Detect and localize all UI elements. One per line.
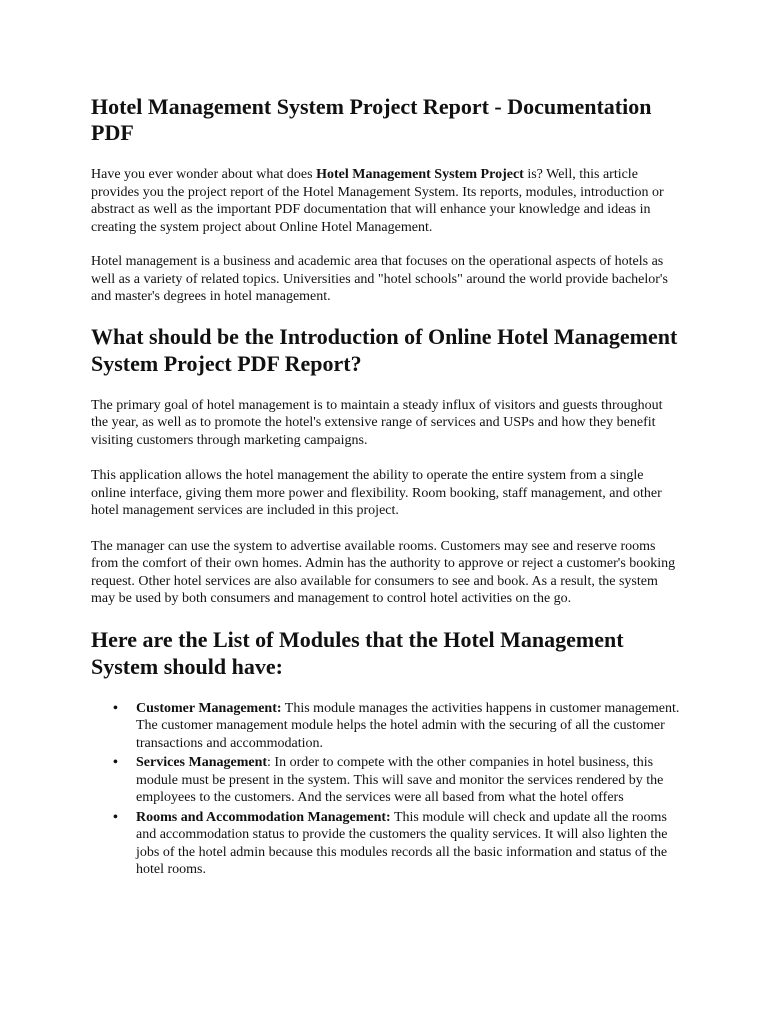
intro-text-before: Have you ever wonder about what does [91,167,317,182]
section-heading-introduction: What should be the Introduction of Online Hotel Management System Project PDF Report? [91,323,678,376]
intro-bold-term: Hotel Management System Project [316,167,524,182]
bullet-icon: • [113,755,118,770]
module-name: Customer Management: [136,700,282,716]
module-description: This module will check and update all the rooms and accommodation status to provide the customers the quality services. It will also lighten the jobs of the hotel admin because this modules records all the basic information and status of the hotel rooms. [136,809,668,877]
list-item [113,754,681,807]
intro-text-after: is? Well, this article provides you the project report of the Hotel Management System. Its reports, modules, introduction or abstract as well as the important PDF documentation that will enhance your knowledge and ideas in creating the system project about Online Hotel Management. [91,167,664,235]
section-heading-modules: Here are the List of Modules that the Hotel Management System should have: [91,626,624,679]
modules-list [91,700,681,879]
introduction-paragraph-3: The manager can use the system to advertise available rooms. Customers may see and reserve rooms from the comfort of their own homes. Admin has the authority to approve or reject a customer's booking request. Other hotel services are also available for consumers to see and book. As a result, the system may be used by both consumers and management to control hotel activities on the go. [91,538,676,606]
introduction-paragraph-1: The primary goal of hotel management is to maintain a steady influx of visitors and guests throughout the year, as well as to promote the hotel's extensive range of services and USPs and how they benefit visiting customers through marketing campaigns. [91,397,663,448]
intro-paragraph-2: Hotel management is a business and academic area that focuses on the operational aspects of hotels as well as a variety of related topics. Universities and "hotel schools" around the world provide bachelor's and master's degrees in hotel management. [91,254,668,304]
module-name: Rooms and Accommodation Management: [136,809,391,825]
bullet-icon: • [113,809,118,825]
bullet-icon: • [113,700,118,716]
intro-paragraph-1 [91,166,681,236]
page-title: Hotel Management System Project Report - Documentation PDF [91,94,652,145]
module-description: : In order to compete with the other companies in hotel business, this module must be present in the system. This will save and monitor the services rendered by the employees to the customers. And the services were all based from what the hotel offers [136,755,664,805]
introduction-paragraph-2: This application allows the hotel management the ability to operate the entire system from a single online interface, giving them more power and flexibility. Room booking, staff management, and other hotel management services are included in this project. [91,468,662,518]
document-page [91,94,681,881]
module-name: Services Management [136,755,268,770]
list-item [113,809,681,879]
module-description: This module manages the activities happens in customer management. The customer management module helps the hotel admin with the securing of all the customer transactions and accommodation. [136,700,680,751]
list-item [113,700,681,753]
